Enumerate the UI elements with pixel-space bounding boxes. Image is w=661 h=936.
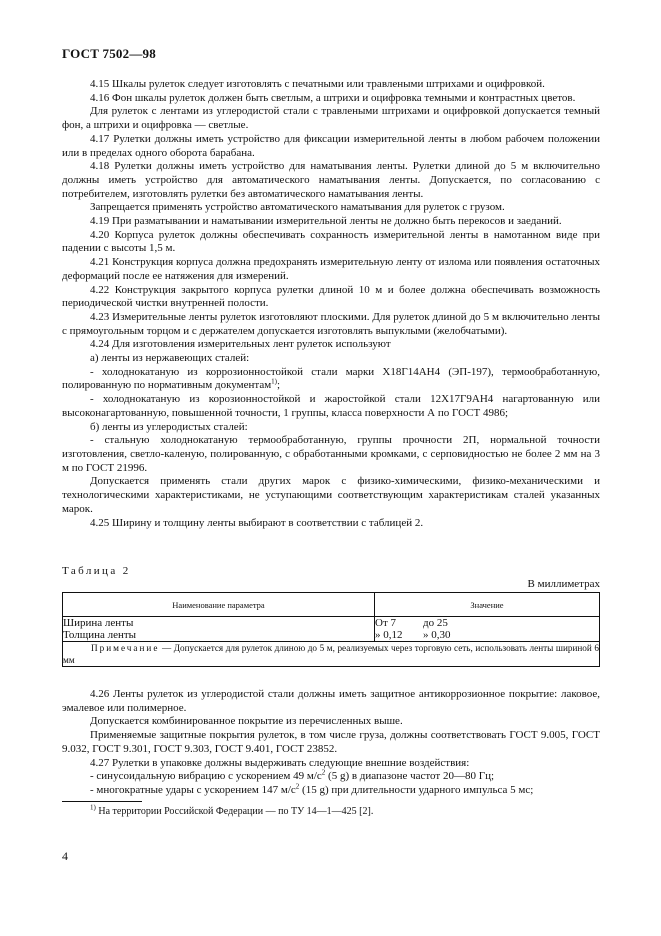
para-4-24-b1: - стальную холоднокатаную термообработанную, группы прочности 2П, нормальной точности изготовления, светло-каленую, полированную, с обработанными кромками, с серповидностью не более 2 мм на 3 м по ГОСТ 21996. <box>62 434 600 474</box>
vibration-sup: 2 <box>321 768 326 777</box>
doc-header-code: ГОСТ 7502—98 <box>62 46 156 61</box>
table-row <box>63 617 600 642</box>
shocks-sup: 2 <box>295 782 300 791</box>
value-width-to: до 25 <box>423 617 448 629</box>
para-4-15: 4.15 Шкалы рулеток следует изготовлять с печатными или травлеными штрихами и оцифровкой. <box>90 78 545 90</box>
para-4-18-ban: Запрещается применять устройство автоматического наматывания для рулеток с грузом. <box>90 201 505 214</box>
footnote-divider <box>62 801 142 802</box>
table-units: В миллиметрах <box>527 578 600 590</box>
table-header-row <box>63 593 600 617</box>
para-4-24-a: а) ленты из нержавеющих сталей: <box>90 352 250 365</box>
para-4-16: 4.16 Фон шкалы рулеток должен быть светлым, а штрихи и оцифровка темными и контрастных цветов. <box>90 91 576 104</box>
page-number: 4 <box>62 849 68 863</box>
note-text: — Допускается для рулеток длиною до 5 м, реализуемых через торговую сеть, использовать ленты шириной 6 мм <box>63 643 599 665</box>
th-param: Наименование параметра <box>63 593 375 617</box>
para-4-26-gost: Применяемые защитные покрытия рулеток, в том числе груза, должны соответствовать ГОСТ 9.005, ГОСТ 9.032, ГОСТ 9.301, ГОСТ 9.303, ГОСТ 9.401, ГОСТ 23852. <box>62 729 600 755</box>
para-4-19: 4.19 При разматывании и наматывании измерительной ленты не должно быть перекосов и заеданий. <box>90 215 562 228</box>
footnote-ref: 1) <box>271 377 278 386</box>
shocks-b: (15 g) при длительности ударного импульса 5 мс; <box>299 783 534 796</box>
para-4-27-shocks <box>62 784 600 798</box>
para-4-18: 4.18 Рулетки должны иметь устройство для наматывания ленты. Рулетки длиной до 5 м включительно должны иметь устройство для автоматического наматывания ленты. Допускается, по согласованию с потребителем, изготовлять рулетки без автоматического наматывания ленты. <box>62 160 600 200</box>
table-title: Таблица 2 <box>62 565 131 577</box>
para-4-24-a1-text: - холоднокатаную из коррозионностойкой стали марки Х18Г14АН4 (ЭП-197), термообработанную, полированную по нормативным документам <box>62 365 600 392</box>
param-names-cell <box>63 617 375 642</box>
value-width-from: От 7 <box>375 617 397 629</box>
value-thickness-to: » 0,30 <box>423 629 451 641</box>
para-4-24-a1: - холоднокатаную из коррозионностойкой стали марки Х18Г14АН4 (ЭП-197), термообработанную, полированную по нормативным документам$^{1)}$; <box>62 365 600 392</box>
footnote-text: На территории Российской Федерации — по ТУ 14—1—425 [2]. <box>95 806 374 817</box>
footnote <box>90 803 374 817</box>
para-4-21: 4.21 Конструкция корпуса должна предохранять измерительную ленту от излома или появления остаточных деформаций после ее натяжения для измерений. <box>62 256 600 282</box>
para-4-24-b: б) ленты из углеродистых сталей: <box>90 420 248 433</box>
vibration-a: - синусоидальную вибрацию с ускорением 49 м/с <box>90 770 322 783</box>
para-4-27-vibration <box>62 770 600 784</box>
para-4-17: 4.17 Рулетки должны иметь устройство для фиксации измерительной ленты в любом рабочем положении или в пределах одного оборота барабана. <box>62 132 600 159</box>
para-4-16-note: Для рулеток с лентами из углеродистой стали с травлеными штрихами и оцифровкой допускается темный фон, а штрихи и оцифровка — светлые. <box>62 105 600 132</box>
para-4-20: 4.20 Корпуса рулеток должны обеспечивать сохранность измерительной ленты в намотанном виде при падении с высоты 1,5 м. <box>62 228 600 255</box>
note-label: Примечание <box>91 643 160 653</box>
para-4-24-a2: - холоднокатаную из корозионностойкой и жаростойкой стали 12Х17Г9АН4 нагартованную или высоконагартованную, повышенной точности, 1 группы, класса поверхности А по ГОСТ 4986; <box>62 393 600 419</box>
footnote-mark: 1) <box>90 803 96 812</box>
para-4-23: 4.23 Измерительные ленты рулеток изготовляют плоскими. Для рулеток длиной до 5 м включительно ленты с прямоугольным торцом и с держателем допускается изготовлять выпуклыми (желобчатыми). <box>62 310 600 337</box>
vibration-b: (5 g) в диапазоне частот 20—80 Гц; <box>325 770 495 783</box>
table-note-row <box>63 642 600 667</box>
para-4-26: 4.26 Ленты рулеток из углеродистой стали должны иметь защитное антикоррозионное покрытие: лаковое, эмалевое или полимерное. <box>62 688 600 714</box>
param-values-cell <box>375 617 600 642</box>
value-thickness <box>375 629 599 641</box>
table-2 <box>62 592 600 667</box>
body-text-bottom <box>62 688 600 798</box>
para-4-25: 4.25 Ширину и толщину ленты выбирают в соответствии с таблицей 2. <box>90 516 424 529</box>
shocks-a: - многократные удары с ускорением 147 м/с <box>90 783 296 796</box>
para-4-24-allow: Допускается применять стали других марок с физико-химическими, физико-механическими и технологическими характеристиками, не уступающими соответствующим характеристикам сталей указанных марок. <box>62 475 600 515</box>
param-width: Ширина ленты <box>63 617 134 629</box>
value-width <box>375 617 599 629</box>
param-thickness: Толщина ленты <box>63 629 137 641</box>
body-text-top <box>62 78 600 530</box>
para-4-26-comb: Допускается комбинированное покрытие из перечисленных выше. <box>90 715 403 728</box>
table-note <box>63 642 600 667</box>
para-4-24: 4.24 Для изготовления измерительных лент рулеток используют <box>90 338 391 351</box>
th-value: Значение <box>375 593 600 617</box>
value-thickness-from: » 0,12 <box>375 629 403 641</box>
para-4-22: 4.22 Конструкция закрытого корпуса рулетки длиной 10 м и более должна обеспечивать возможность периодической чистки внутренней полости. <box>62 283 600 310</box>
para-4-27: 4.27 Рулетки в упаковке должны выдерживать следующие внешние воздействия: <box>90 756 470 769</box>
